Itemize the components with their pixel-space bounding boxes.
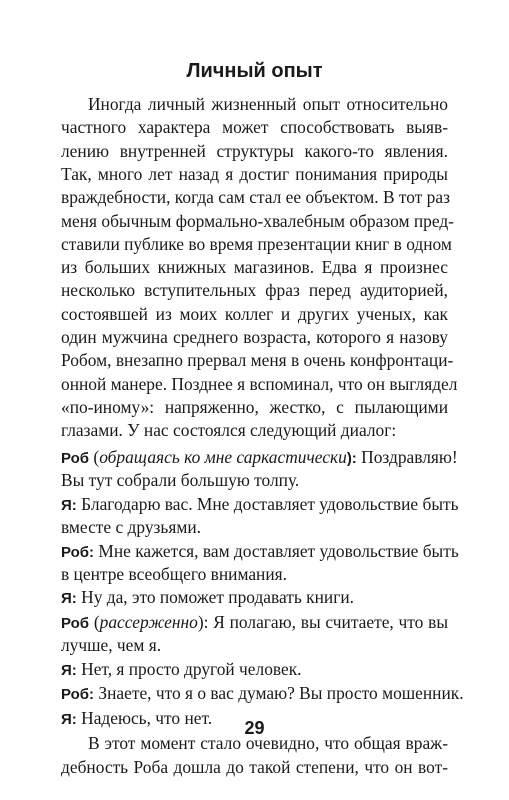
dialogue-line: [61, 492, 459, 518]
text-line: враждебности, когда сам стал ее объектом. В тот раз: [61, 187, 450, 208]
utterance: Поздравляю!: [356, 447, 458, 467]
text-line: дебность Роба дошла до такой степени, что он вот-: [61, 756, 448, 777]
utterance: Знаете, что я о вас думаю? Вы просто мошенник.: [94, 683, 464, 704]
dialogue-line: [61, 539, 459, 565]
speaker-label: Роб:: [61, 543, 95, 561]
dialogue-continuation: лучше, чем я.: [61, 635, 162, 656]
text-line: меня обычным формально-хвалебным образом пред-: [61, 210, 454, 231]
text-line: Робом, внезапно прервал меня в очень конфронтаци-: [61, 350, 454, 371]
speaker-label: Роб: [61, 615, 90, 632]
text-line: один мужчина среднего возраста, которого я назову: [61, 327, 448, 347]
speaker-label: Роб: [61, 450, 90, 467]
dialogue-continuation: вместе с друзьями.: [61, 517, 201, 538]
utterance: Благодарю вас. Мне доставляет удовольствие быть: [76, 493, 459, 514]
utterance: : Я полагаю, вы считаете, что вы: [203, 612, 449, 632]
text-line: лению внутренней структуры какого-то явления.: [61, 140, 448, 161]
paren-open: (: [89, 447, 100, 467]
paren-close: ): [197, 612, 204, 632]
speaker-label: Роб:: [61, 686, 95, 704]
text-line: Иногда личный жизненный опыт относительно: [88, 94, 448, 114]
dialogue-line: [61, 657, 448, 683]
text-line: глазами. У нас состоялся следующий диалог:: [61, 420, 397, 441]
text-line: состоявшей из моих коллег и других ученых, как: [61, 303, 448, 324]
speaker-label: Я:: [61, 496, 77, 514]
dialogue-line: [61, 585, 448, 611]
page-number: 29: [244, 718, 265, 738]
section-title: Личный опыт: [186, 60, 323, 82]
text-line: онной манере. Позднее я вспоминал, что он выглядел: [61, 373, 458, 394]
text-line: из больших книжных магазинов. Едва я произнес: [61, 257, 448, 278]
text-line: В этот момент стало очевидно, что общая враж-: [88, 733, 448, 754]
dialogue-continuation: в центре всеобщего внимания.: [61, 564, 288, 584]
text-line: ставили публике во время презентации книг в одном: [61, 233, 452, 254]
stage-direction: рассерженно: [99, 612, 198, 632]
stage-direction: обращаясь ко мне саркастически: [99, 447, 347, 467]
utterance: Нет, я просто другой человек.: [76, 658, 302, 679]
paren-close: ):: [346, 450, 357, 467]
text-line: Так, много лет назад я достиг понимания природы: [61, 163, 448, 184]
speaker-label: Я:: [61, 661, 77, 679]
dialogue-line: [61, 610, 448, 636]
speaker-label: Я:: [61, 711, 77, 728]
speaker-label: Я:: [61, 590, 77, 608]
text-line: несколько вступительных фраз перед аудиторией,: [61, 280, 448, 301]
text-line: частного характера может способствовать выяв-: [61, 117, 448, 138]
text-line: «по-иному»: напряженно, жестко, с пылающими: [61, 396, 448, 417]
utterance: Надеюсь, что нет.: [76, 708, 213, 728]
dialogue-continuation: Вы тут собрали большую толпу.: [61, 470, 300, 491]
dialogue-line: [61, 681, 464, 707]
utterance: Мне кажется, вам доставляет удовольствие быть: [94, 540, 459, 561]
utterance: Ну да, это поможет продавать книги.: [76, 587, 355, 608]
dialogue-line: [61, 445, 458, 471]
paren-open: (: [89, 612, 100, 632]
